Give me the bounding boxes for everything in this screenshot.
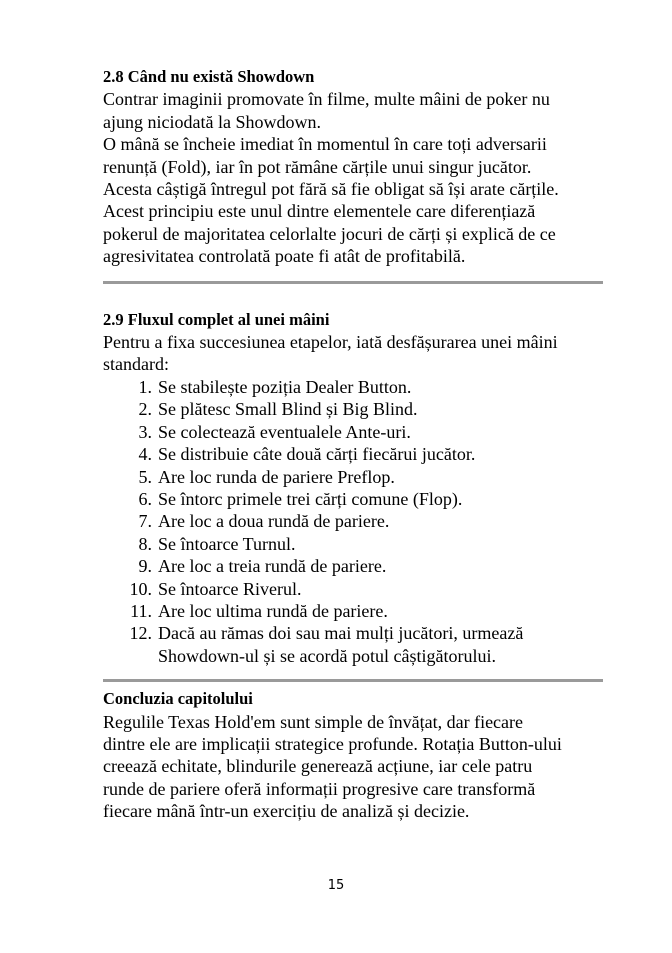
text-line: runde de pariere oferă informații progresive care transformă [103,778,536,799]
list-number: 1. [138,376,152,397]
text-line: standard: [103,354,169,375]
text-line: Regulile Texas Hold'em sunt simple de învățat, dar fiecare [103,711,524,732]
list-item [103,622,603,667]
list-item [103,376,603,398]
list-number: 9. [138,556,152,577]
list-text: Se întoarce Turnul. [158,533,296,554]
text-line: O mână se încheie imediat în momentul în care toți adversarii [103,134,547,155]
section-heading: Concluzia capitolului [103,689,253,709]
list-number: 7. [138,511,152,532]
list-text: Are loc a treia rundă de pariere. [158,556,387,577]
list-text: Se colectează eventualele Ante-uri. [158,421,411,442]
text-line: Contrar imaginii promovate în filme, multe mâini de poker nu [103,89,550,110]
list-item [103,466,603,488]
list-item [103,600,603,622]
list-text: Se plătesc Small Blind și Big Blind. [158,399,418,420]
list-item [103,533,603,555]
list-item [103,488,603,510]
list-text: Se întorc primele trei cărți comune (Flop). [158,488,463,509]
list-text: Dacă au rămas doi sau mai mulți jucători, urmează [158,623,524,644]
section-intro [103,331,603,376]
list-item [103,443,603,465]
chapter-conclusion [103,688,603,822]
list-item [103,578,603,600]
section-body [103,711,603,823]
section-2-8 [103,66,603,268]
list-number: 2. [138,399,152,420]
section-2-9 [103,309,603,668]
text-line: Acesta câștigă întregul pot fără să fie obligat să își arate cărțile. [103,179,559,200]
text-line: fiecare mână într-un exercițiu de analiză și decizie. [103,801,470,822]
section-body [103,88,603,267]
list-item [103,398,603,420]
page-number: 15 [327,878,345,893]
text-line: Acest principiu este unul dintre elementele care diferențiază [103,201,536,222]
section-heading: 2.9 Fluxul complet al unei mâini [103,309,330,329]
list-item [103,421,603,443]
text-line: creează echitate, blindurile generează acțiune, iar cele patru [103,756,533,777]
list-text: Se stabilește poziția Dealer Button. [158,376,412,397]
list-number: 11. [130,600,152,621]
text-line: agresivitatea controlată poate fi atât de profitabilă. [103,246,466,267]
list-text: Are loc ultima rundă de pariere. [158,600,388,621]
steps-list [103,376,603,667]
list-number: 10. [129,578,152,599]
list-text: Are loc a doua rundă de pariere. [158,511,390,532]
section-heading: 2.8 Când nu există Showdown [103,67,315,86]
list-number: 6. [138,488,152,509]
list-number: 8. [138,533,152,554]
list-number: 3. [138,421,152,442]
section-divider [103,679,603,682]
list-number: 4. [138,444,152,465]
document-page [103,66,603,823]
text-line: pokerul de majoritatea celorlalte jocuri de cărți și explică de ce [103,223,556,244]
list-text: Are loc runda de pariere Preflop. [158,466,395,487]
text-line: renunță (Fold), iar în pot rămâne cărțile unui singur jucător. [103,156,532,177]
list-number: 12. [129,623,152,644]
list-text: Se întoarce Riverul. [158,578,302,599]
section-divider [103,281,603,284]
list-text: Se distribuie câte două cărți fiecărui jucător. [158,444,476,465]
text-line: Pentru a fixa succesiunea etapelor, iată desfășurarea unei mâini [103,332,558,353]
list-item [103,510,603,532]
list-number: 5. [138,466,152,487]
text-line: ajung niciodată la Showdown. [103,111,321,132]
list-text-continued: Showdown-ul și se acordă potul câștigătorului. [158,645,496,666]
text-line: dintre ele are implicații strategice profunde. Rotația Button-ului [103,733,562,754]
list-item [103,555,603,577]
